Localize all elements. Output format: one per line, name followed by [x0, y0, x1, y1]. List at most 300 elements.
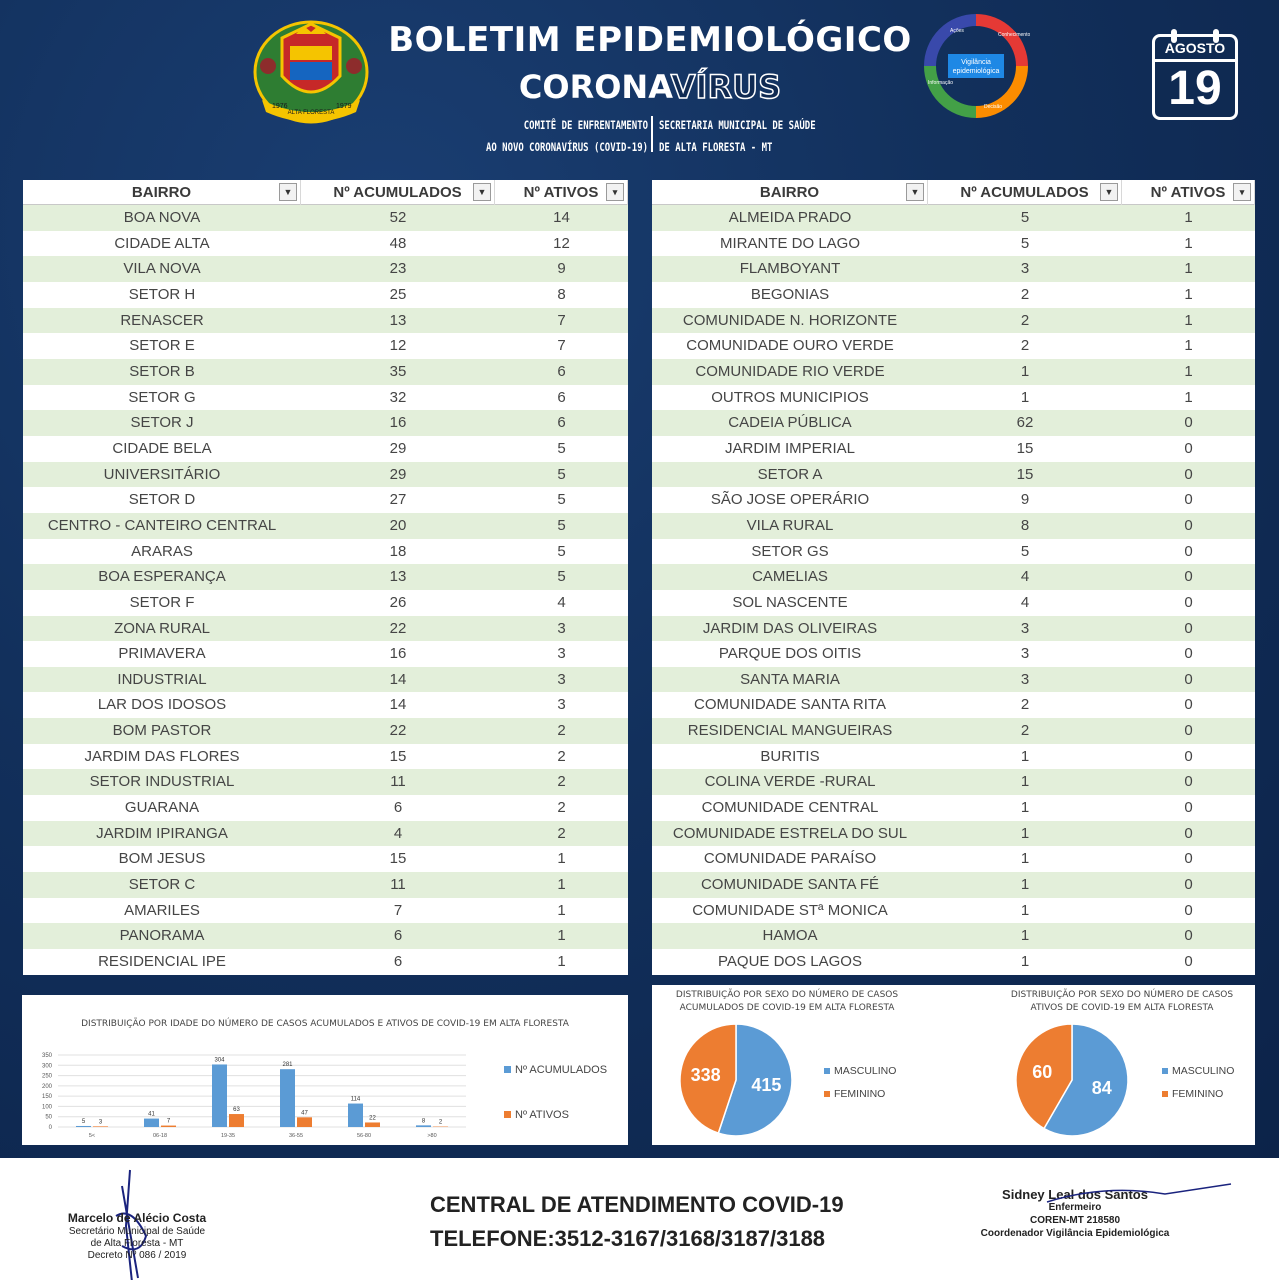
cell-bairro: GUARANA	[124, 799, 200, 817]
cell-bairro: VILA RURAL	[746, 516, 834, 534]
cell-ativos: 14	[553, 209, 570, 226]
cell-ativos: 0	[1184, 516, 1193, 534]
table-row	[23, 923, 628, 949]
table-row	[23, 949, 628, 975]
table-row	[652, 205, 1255, 231]
table-header	[652, 180, 1255, 205]
cell-acumulados: 3	[1020, 645, 1030, 663]
cell-ativos: 0	[1184, 439, 1193, 457]
cell-bairro: BOA ESPERANÇA	[98, 568, 226, 586]
call-center-phone: TELEFONE:3512-3167/3168/3187/3188	[430, 1226, 826, 1251]
bar-value-label: 114	[350, 1096, 361, 1103]
table-row	[652, 410, 1255, 436]
bar-accumulated	[348, 1104, 363, 1127]
cell-acumulados: 48	[389, 234, 407, 252]
filter-dropdown-icon[interactable]: ▼	[279, 183, 297, 201]
cell-acumulados: 11	[390, 773, 406, 791]
table-row	[652, 231, 1255, 257]
coronavirus-title	[370, 68, 930, 106]
table-row	[652, 359, 1255, 385]
cell-bairro: SETOR B	[129, 362, 195, 380]
legend-label: Nº ATIVOS	[515, 1109, 569, 1121]
cell-acumulados: 29	[389, 439, 407, 457]
cell-ativos: 5	[557, 542, 566, 560]
table-row	[652, 282, 1255, 308]
cell-acumulados: 15	[389, 747, 407, 765]
cell-bairro: ARARAS	[131, 542, 193, 560]
calendar-month: AGOSTO	[1164, 40, 1226, 56]
cell-bairro: HAMOA	[762, 927, 818, 945]
bar-value-label: 304	[214, 1057, 225, 1064]
cell-bairro: COMUNIDADE PARAÍSO	[703, 850, 877, 868]
cell-acumulados: 62	[1016, 414, 1034, 432]
cell-acumulados: 16	[389, 414, 407, 432]
cell-acumulados: 15	[389, 850, 407, 868]
cell-bairro: SÃO JOSE OPERÁRIO	[710, 491, 870, 509]
table-row	[652, 769, 1255, 795]
cell-ativos: 0	[1184, 696, 1193, 714]
cell-bairro: SETOR F	[129, 593, 195, 611]
secretary-subtitle	[659, 114, 838, 158]
cell-ativos: 4	[557, 593, 566, 611]
column-header-label: BAIRRO	[131, 184, 192, 201]
table-row	[652, 333, 1255, 359]
bar-accumulated	[416, 1125, 431, 1127]
cell-bairro: BEGONIAS	[750, 285, 830, 303]
table-row	[652, 462, 1255, 488]
cell-ativos: 1	[1184, 234, 1193, 252]
neighborhood-table-left	[23, 180, 628, 972]
calendar-date-badge	[1152, 34, 1238, 120]
svg-text:Ações: Ações	[950, 28, 964, 34]
committee-line-2: AO NOVO CORONAVÍRUS (COVID-19)	[485, 140, 648, 154]
cell-acumulados: 1	[1020, 953, 1030, 971]
table-row	[652, 898, 1255, 924]
sex-distribution-panel	[652, 985, 1255, 1145]
cell-ativos: 12	[553, 234, 570, 252]
cell-ativos: 7	[557, 337, 566, 355]
bar-value-label: 22	[369, 1115, 376, 1122]
cell-ativos: 0	[1184, 876, 1193, 894]
y-tick-label: 350	[41, 1053, 52, 1059]
legend-swatch	[504, 1111, 511, 1118]
cell-bairro: SETOR A	[757, 465, 823, 483]
bar-accumulated	[212, 1064, 227, 1127]
pie-value-label: 415	[751, 1074, 782, 1095]
cell-ativos: 2	[557, 799, 566, 817]
neighborhood-table-right	[652, 180, 1255, 972]
cell-bairro: COMUNIDADE ESTRELA DO SUL	[672, 824, 908, 842]
cell-ativos: 0	[1184, 747, 1193, 765]
bar-active	[297, 1117, 312, 1127]
table-row	[23, 539, 628, 565]
cell-bairro: AMARILES	[124, 901, 200, 919]
cell-bairro: SETOR GS	[751, 542, 829, 560]
cell-acumulados: 3	[1020, 670, 1030, 688]
cell-bairro: COMUNIDADE STª MONICA	[692, 901, 888, 919]
column-header-label: Nº ACUMULADOS	[960, 184, 1089, 201]
sort-dropdown-icon[interactable]: ▾	[1233, 183, 1251, 201]
cell-bairro: RESIDENCIAL IPE	[98, 953, 226, 971]
table-row	[652, 564, 1255, 590]
cell-ativos: 0	[1184, 619, 1193, 637]
svg-text:1979: 1979	[336, 103, 352, 110]
column-header-label: BAIRRO	[759, 184, 820, 201]
cell-acumulados: 13	[389, 311, 407, 329]
cell-acumulados: 3	[1020, 260, 1030, 278]
table-row	[652, 513, 1255, 539]
table-row	[23, 718, 628, 744]
cell-bairro: PAQUE DOS LAGOS	[718, 953, 862, 971]
cell-ativos: 0	[1184, 465, 1193, 483]
column-header-bairro	[652, 180, 928, 205]
cell-acumulados: 5	[1020, 234, 1030, 252]
cell-bairro: ZONA RURAL	[114, 619, 210, 637]
cell-acumulados: 4	[1020, 568, 1030, 586]
cell-ativos: 5	[557, 439, 566, 457]
cell-ativos: 3	[557, 645, 566, 663]
cell-ativos: 5	[557, 465, 566, 483]
table-row	[652, 308, 1255, 334]
cell-acumulados: 1	[1020, 850, 1030, 868]
cell-ativos: 1	[1184, 388, 1193, 406]
cell-bairro: LAR DOS IDOSOS	[97, 696, 227, 714]
cell-ativos: 0	[1184, 773, 1193, 791]
legend-swatch	[1162, 1091, 1168, 1097]
cell-acumulados: 5	[1020, 542, 1030, 560]
cell-ativos: 2	[557, 747, 566, 765]
table-row	[23, 692, 628, 718]
legend-label: MASCULINO	[1172, 1065, 1235, 1077]
cell-acumulados: 20	[389, 516, 407, 534]
cell-ativos: 0	[1184, 824, 1193, 842]
legend-swatch	[504, 1066, 511, 1073]
cell-ativos: 3	[557, 670, 566, 688]
table-row	[23, 590, 628, 616]
cell-bairro: COLINA VERDE -RURAL	[704, 773, 876, 791]
cell-bairro: MIRANTE DO LAGO	[719, 234, 861, 252]
cell-bairro: CENTRO - CANTEIRO CENTRAL	[47, 516, 277, 534]
legend-swatch	[1162, 1068, 1168, 1074]
svg-text:1976: 1976	[272, 103, 288, 110]
secretary-line-1: SECRETARIA MUNICIPAL DE SAÚDE	[659, 118, 816, 132]
column-header-ativos	[495, 180, 628, 205]
cell-ativos: 8	[557, 285, 566, 303]
cell-acumulados: 18	[389, 542, 407, 560]
cell-acumulados: 14	[389, 696, 407, 714]
cell-bairro: RESIDENCIAL MANGUEIRAS	[687, 722, 893, 740]
cell-ativos: 0	[1184, 414, 1193, 432]
svg-text:Conhecimento: Conhecimento	[998, 32, 1030, 38]
cell-acumulados: 2	[1020, 696, 1030, 714]
cell-ativos: 1	[1184, 260, 1193, 278]
cell-acumulados: 7	[393, 901, 403, 919]
cell-bairro: CAMELIAS	[752, 568, 828, 586]
pie-value-label: 338	[690, 1065, 721, 1086]
column-header-acumulados	[301, 180, 495, 205]
cell-acumulados: 27	[389, 491, 407, 509]
cell-bairro: UNIVERSITÁRIO	[103, 465, 221, 483]
table-row	[23, 256, 628, 282]
cell-bairro: JARDIM DAS OLIVEIRAS	[702, 619, 878, 637]
committee-line-1: COMITÊ DE ENFRENTAMENTO	[523, 118, 648, 132]
table-row	[23, 436, 628, 462]
bar-value-label: 281	[282, 1062, 293, 1069]
cell-bairro: COMUNIDADE N. HORIZONTE	[682, 311, 898, 329]
table-row	[23, 333, 628, 359]
x-tick-label: >80	[427, 1133, 437, 1139]
table-row	[652, 641, 1255, 667]
cell-bairro: BOM PASTOR	[112, 722, 212, 740]
bar-active	[93, 1126, 108, 1127]
cell-acumulados: 1	[1020, 901, 1030, 919]
age-distribution-chart	[22, 995, 628, 1145]
title-part-b: VÍRUS	[670, 68, 782, 106]
cell-bairro: SETOR J	[130, 414, 194, 432]
cell-acumulados: 25	[389, 285, 407, 303]
secretary-name: Marcelo de Alécio Costa	[67, 1211, 207, 1225]
x-tick-label: 06-18	[152, 1133, 168, 1139]
table-row	[652, 718, 1255, 744]
table-row	[23, 282, 628, 308]
y-tick-label: 100	[41, 1104, 52, 1111]
cell-ativos: 0	[1184, 593, 1193, 611]
table-row	[652, 616, 1255, 642]
legend-label: MASCULINO	[834, 1065, 897, 1077]
y-tick-label: 300	[41, 1063, 52, 1070]
legend-label: FEMININO	[834, 1088, 886, 1100]
cell-ativos: 1	[557, 876, 566, 894]
table-row	[652, 385, 1255, 411]
bar-accumulated	[76, 1126, 91, 1127]
table-row	[23, 821, 628, 847]
bar-active	[229, 1114, 244, 1127]
coordinator-name: Sidney Leal dos Santos	[1002, 1187, 1148, 1202]
call-center-title: CENTRAL DE ATENDIMENTO COVID-19	[430, 1192, 844, 1217]
cell-bairro: VILA NOVA	[123, 260, 201, 278]
cell-ativos: 0	[1184, 645, 1193, 663]
pie-active-title: DISTRIBUIÇÃO POR SEXO DO NÚMERO DE CASOS ATIVOS DE COVID-19 EM ALTA FLORESTA	[1010, 990, 1234, 1013]
bar-active	[365, 1122, 380, 1127]
cell-ativos: 1	[1184, 337, 1193, 355]
cell-acumulados: 1	[1020, 824, 1030, 842]
cell-ativos: 0	[1184, 491, 1193, 509]
cell-bairro: SANTA MARIA	[740, 670, 840, 688]
column-header-label: Nº ATIVOS	[523, 184, 599, 201]
table-body	[652, 205, 1255, 975]
cell-bairro: COMUNIDADE CENTRAL	[701, 799, 879, 817]
municipal-crest-logo	[252, 16, 370, 124]
cell-ativos: 7	[557, 311, 566, 329]
table-row	[23, 795, 628, 821]
bulletin-title: BOLETIM EPIDEMIOLÓGICO	[388, 20, 912, 60]
table-row	[23, 872, 628, 898]
cell-bairro: JARDIM IMPERIAL	[724, 439, 856, 457]
cell-acumulados: 1	[1020, 927, 1030, 945]
cell-acumulados: 13	[389, 568, 407, 586]
cell-ativos: 1	[557, 953, 566, 971]
secretary-line-2: DE ALTA FLORESTA - MT	[659, 140, 773, 154]
cell-acumulados: 6	[393, 953, 403, 971]
table-row	[652, 923, 1255, 949]
cell-ativos: 3	[557, 696, 566, 714]
table-row	[652, 256, 1255, 282]
cell-bairro: BURITIS	[760, 747, 820, 765]
cell-ativos: 0	[1184, 670, 1193, 688]
pie-accumulated-title: DISTRIBUIÇÃO POR SEXO DO NÚMERO DE CASOS ACUMULADOS DE COVID-19 EM ALTA FLORESTA	[675, 990, 899, 1013]
table-row	[23, 846, 628, 872]
legend-swatch	[824, 1091, 830, 1097]
table-row	[23, 385, 628, 411]
svg-text:epidemiológica: epidemiológica	[952, 68, 1000, 75]
coordinator-coren: COREN-MT 218580	[1029, 1215, 1121, 1226]
table-row	[23, 744, 628, 770]
table-row	[652, 436, 1255, 462]
cell-ativos: 3	[557, 619, 566, 637]
cell-acumulados: 5	[1020, 209, 1030, 226]
cell-acumulados: 35	[389, 362, 407, 380]
cell-ativos: 1	[557, 850, 566, 868]
cell-acumulados: 29	[389, 465, 407, 483]
cell-acumulados: 2	[1020, 311, 1030, 329]
svg-text:Vigilância: Vigilância	[961, 59, 991, 66]
cell-acumulados: 52	[389, 209, 407, 226]
cell-bairro: SETOR E	[129, 337, 195, 355]
cell-acumulados: 1	[1020, 747, 1030, 765]
filter-dropdown-icon[interactable]: ▼	[473, 183, 491, 201]
table-row	[23, 231, 628, 257]
svg-text:Decisão: Decisão	[984, 104, 1003, 110]
cell-bairro: BOA NOVA	[123, 209, 201, 226]
svg-text:Informação: Informação	[928, 80, 954, 86]
committee-subtitle	[486, 114, 648, 158]
table-row	[23, 410, 628, 436]
bar-value-label: 2	[438, 1119, 443, 1126]
title-part-a: CORONA	[518, 68, 671, 106]
secretary-decree: Decreto Nº 086 / 2019	[87, 1250, 187, 1261]
cell-bairro: JARDIM DAS FLORES	[84, 747, 240, 765]
cell-acumulados: 1	[1020, 773, 1030, 791]
cell-ativos: 2	[557, 824, 566, 842]
cell-bairro: SETOR C	[128, 876, 196, 894]
bar-value-label: 63	[233, 1107, 240, 1114]
table-row	[652, 539, 1255, 565]
column-header-acumulados	[928, 180, 1122, 205]
bar-value-label: 5	[81, 1118, 86, 1125]
surveillance-cycle-logo	[922, 12, 1030, 120]
cell-acumulados: 2	[1020, 285, 1030, 303]
cell-bairro: INDUSTRIAL	[117, 670, 207, 688]
secretary-city: de Alta Floresta - MT	[90, 1238, 184, 1249]
y-tick-label: 0	[48, 1125, 52, 1131]
y-tick-label: 50	[45, 1114, 52, 1121]
cell-acumulados: 22	[389, 722, 407, 740]
coordinator-role: Enfermeiro	[1048, 1202, 1102, 1213]
cell-ativos: 1	[557, 901, 566, 919]
cell-bairro: SETOR INDUSTRIAL	[89, 773, 235, 791]
cell-ativos: 0	[1184, 901, 1193, 919]
table-row	[652, 846, 1255, 872]
sort-dropdown-icon[interactable]: ▾	[606, 183, 624, 201]
cell-acumulados: 26	[389, 593, 407, 611]
table-row	[652, 487, 1255, 513]
secretary-role: Secretário Municipal de Saúde	[68, 1226, 206, 1237]
coordinator-title: Coordenador Vigilância Epidemiológica	[980, 1228, 1170, 1239]
table-row	[23, 308, 628, 334]
footer	[0, 1158, 1279, 1280]
cell-bairro: RENASCER	[120, 311, 204, 329]
table-row	[652, 590, 1255, 616]
table-row	[652, 795, 1255, 821]
cell-acumulados: 15	[1016, 465, 1034, 483]
table-row	[652, 744, 1255, 770]
call-center-block	[430, 1188, 870, 1256]
cell-bairro: JARDIM IPIRANGA	[96, 824, 228, 842]
column-header-bairro	[23, 180, 301, 205]
cell-ativos: 0	[1184, 542, 1193, 560]
legend-swatch	[824, 1068, 830, 1074]
cell-ativos: 2	[557, 722, 566, 740]
svg-text:ALTA FLORESTA: ALTA FLORESTA	[287, 110, 335, 116]
handwritten-signature	[1045, 1182, 1235, 1212]
filter-dropdown-icon[interactable]: ▼	[906, 183, 924, 201]
y-tick-label: 150	[41, 1094, 52, 1101]
bar-value-label: 7	[166, 1118, 171, 1125]
table-row	[652, 692, 1255, 718]
cell-bairro: CIDADE BELA	[112, 439, 212, 457]
cell-ativos: 5	[557, 516, 566, 534]
cell-ativos: 0	[1184, 927, 1193, 945]
table-row	[23, 769, 628, 795]
cell-acumulados: 6	[393, 799, 403, 817]
table-row	[23, 616, 628, 642]
cell-bairro: COMUNIDADE RIO VERDE	[695, 362, 885, 380]
cell-ativos: 0	[1184, 568, 1193, 586]
bar-value-label: 41	[148, 1111, 155, 1118]
bar-active	[161, 1126, 176, 1127]
calendar-day: 19	[1168, 62, 1222, 115]
cell-bairro: ALMEIDA PRADO	[728, 209, 852, 226]
cell-bairro: OUTROS MUNICIPIOS	[711, 388, 869, 406]
pie-charts-svg	[652, 985, 1255, 1145]
bar-value-label: 8	[421, 1118, 426, 1125]
x-tick-label: 5<	[88, 1133, 96, 1139]
cell-ativos: 2	[557, 773, 566, 791]
table-row	[23, 667, 628, 693]
table-row	[652, 667, 1255, 693]
cell-acumulados: 1	[1020, 799, 1030, 817]
cell-acumulados: 3	[1020, 619, 1030, 637]
cell-acumulados: 23	[389, 260, 407, 278]
cell-bairro: BOM JESUS	[118, 850, 206, 868]
cell-ativos: 1	[1184, 209, 1193, 226]
table-header	[23, 180, 628, 205]
cell-acumulados: 32	[389, 388, 407, 406]
pie-value-label: 84	[1091, 1077, 1112, 1098]
cell-bairro: CADEIA PÚBLICA	[728, 414, 852, 432]
table-row	[23, 898, 628, 924]
table-body	[23, 205, 628, 975]
coordinator-signature-block	[975, 1188, 1175, 1240]
subtitle-divider	[651, 116, 653, 152]
cell-bairro: COMUNIDADE OURO VERDE	[686, 337, 894, 355]
table-row	[23, 564, 628, 590]
filter-dropdown-icon[interactable]: ▼	[1100, 183, 1118, 201]
cell-bairro: SETOR G	[128, 388, 196, 406]
cell-acumulados: 16	[389, 645, 407, 663]
cell-bairro: SOL NASCENTE	[732, 593, 848, 611]
cell-ativos: 0	[1184, 799, 1193, 817]
